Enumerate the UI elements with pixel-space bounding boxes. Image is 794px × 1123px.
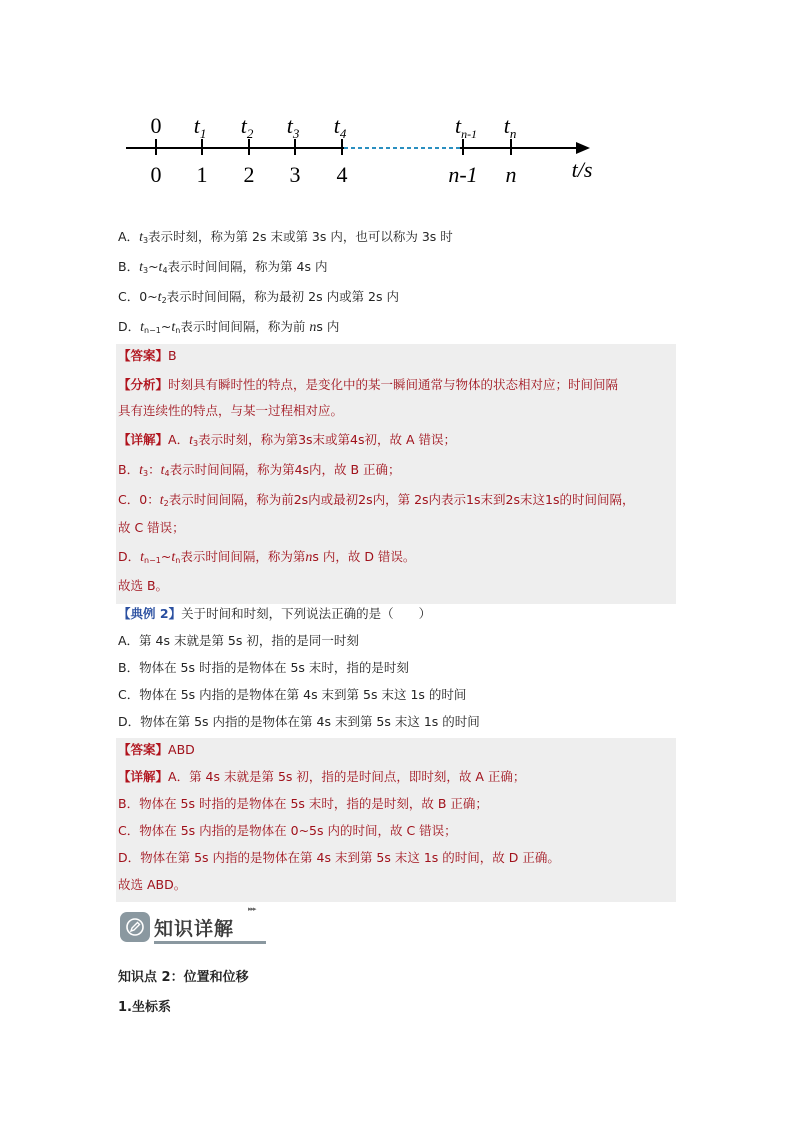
example-2-option: B．物体在 5s 时指的是物体在 5s 末时，指的是时刻 [118,660,409,675]
detail-2-line: C．物体在 5s 内指的是物体在 0~5s 内的时间，故 C 错误； [118,823,457,838]
example-2-option: C．物体在 5s 内指的是物体在第 4s 末到第 5s 末这 1s 的时间 [118,687,467,702]
timeline-bottom-label: 1 [196,162,208,187]
timeline-bottom-label: n [505,162,517,187]
timeline-top-label: $t_4$ [333,113,347,141]
timeline-top-label: $t_3$ [286,113,300,141]
timeline-arrow-head [576,142,590,154]
banner-underline [154,941,266,944]
timeline-figure [120,105,610,190]
analysis-line-1: 【分析】时刻具有瞬时性的特点，是变化中的某一瞬间通常与物体的状态相对应；时间间隔 [118,377,619,392]
example-2-option: A．第 4s 末就是第 5s 初，指的是同一时刻 [118,633,359,648]
example-2-option: D．物体在第 5s 内指的是物体在第 4s 末到第 5s 末这 1s 的时间 [118,714,480,729]
detail-2-line: D．物体在第 5s 内指的是物体在第 4s 末到第 5s 末这 1s 的时间，故 D 正确。 [118,850,560,865]
option-a: A．$t_3$表示时刻，称为第 2s 末或第 3s 内，也可以称为 3s 时 [118,229,453,245]
arrow-dots-icon: ▸▸▸ [248,905,256,913]
detail-line-a: 【详解】A．$t_3$表示时刻，称为第3s末或第4s初，故 A 错误； [118,432,456,448]
conclusion-2: 故选 ABD。 [118,877,187,892]
timeline-top-label: $t_1$ [193,113,207,141]
timeline-bottom-label: 3 [289,162,301,187]
detail-line-c-cont: 故 C 错误； [118,520,185,535]
option-c: C．$0\sim t_2$表示时间间隔，称为最初 2s 内或第 2s 内 [118,289,399,305]
timeline-bottom-label: 0 [150,162,162,187]
detail-line-b: B．$t_3$：$t_4$表示时间间隔，称为第4s内，故 B 正确； [118,462,401,478]
timeline-top-label: 0 [150,113,162,138]
timeline-bottom-label: 4 [336,162,348,187]
timeline-bottom-label: 2 [243,162,255,187]
knowledge-point-title: 知识点 2：位置和位移 [118,970,249,985]
detail-line-c: C．0：$t_2$表示时间间隔，称为前2s内或最初2s内，第 2s内表示1s末到2s末这1s的时间间隔， [118,492,635,508]
option-b: B．$t_3\sim t_4$表示时间间隔，称为第 4s 内 [118,259,328,275]
timeline-top-label: $t_2$ [240,113,254,141]
timeline-top-label: $t_n$ [503,113,517,141]
conclusion-1: 故选 B。 [118,578,169,593]
detail-2-line: B．物体在 5s 时指的是物体在 5s 末时，指的是时刻，故 B 正确； [118,796,488,811]
timeline-axis-label: t/s [571,157,593,182]
option-d: D．$t_{n-1}\sim t_n$表示时间间隔，称为前 ns 内 [118,319,340,335]
analysis-line-2: 具有连续性的特点，与某一过程相对应。 [118,403,344,418]
knowledge-banner [120,905,270,944]
timeline-top-label: $t_{n-1}$ [454,113,478,141]
detail-line-d: D．$t_{n-1}\sim t_n$表示时间间隔，称为第ns 内，故 D 错误。 [118,549,416,565]
example-2-question: 【典例 2】关于时间和时刻，下列说法正确的是（ ） [118,606,432,621]
timeline-bottom-label: n-1 [448,162,478,187]
banner-title: 知识详解 [154,918,235,940]
subheading: 1.坐标系 [118,1000,171,1015]
pencil-icon [120,912,150,942]
answer-box-2 [116,738,676,902]
answer-2: 【答案】ABD [118,742,195,757]
answer-1: 【答案】B [118,348,177,363]
detail-2-line: 【详解】A．第 4s 末就是第 5s 初，指的是时间点，即时刻，故 A 正确； [118,769,526,784]
